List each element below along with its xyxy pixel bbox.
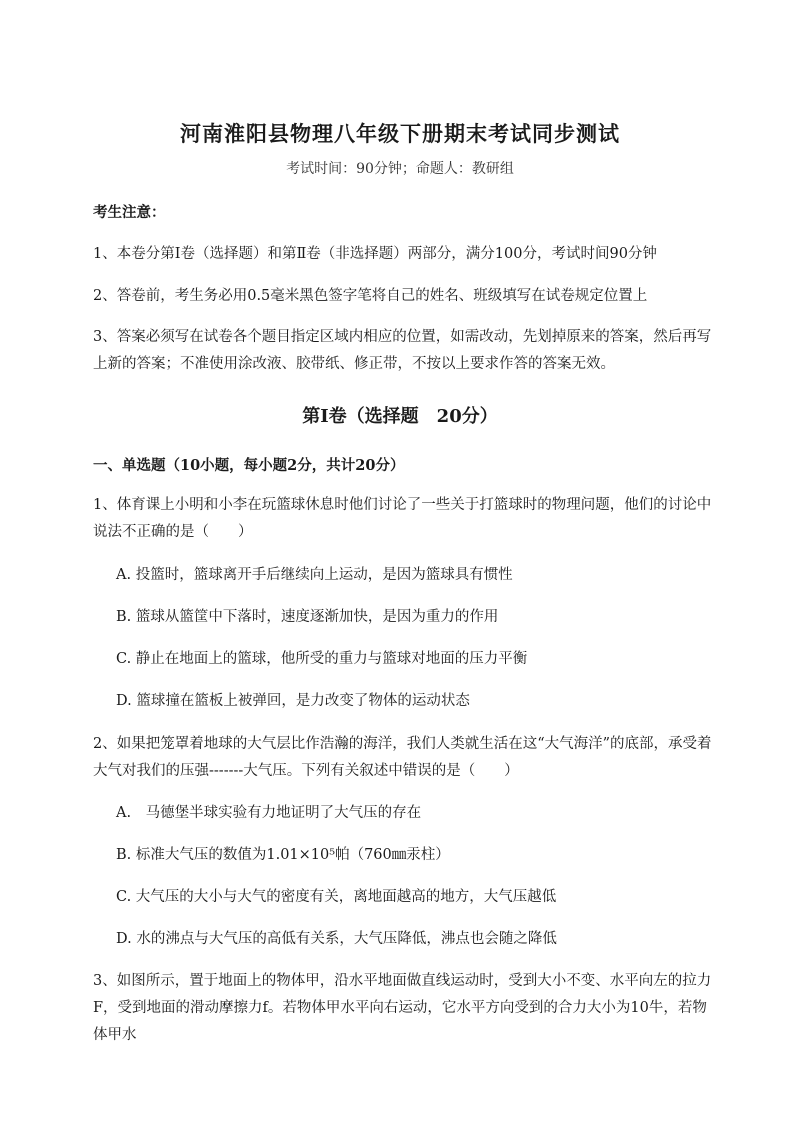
question-option: D. 水的沸点与大气压的高低有关系，大气压降低，沸点也会随之降低 bbox=[116, 931, 557, 947]
question-option: C. 静止在地面上的篮球，他所受的重力与篮球对地面的压力平衡 bbox=[116, 651, 528, 667]
question-option: B. 篮球从篮筐中下落时，速度逐渐加快，是因为重力的作用 bbox=[116, 609, 499, 625]
part-title: 第I卷（选择题 20分） bbox=[302, 406, 498, 427]
question-stem: 3、如图所示，置于地面上的物体甲，沿水平地面做直线运动时，受到大小不变、水平向左的拉力F，受到地面的滑动摩擦力f。若物体甲水平向右运动，它水平方向受到的合力大小为10牛，若物体甲水 bbox=[93, 973, 712, 1043]
exam-subtitle: 考试时间：90分钟；命题人：教研组 bbox=[286, 161, 514, 177]
section-heading: 一、单选题（10小题，每小题2分，共计20分） bbox=[93, 457, 405, 474]
question-option: D. 篮球撞在篮板上被弹回，是力改变了物体的运动状态 bbox=[116, 693, 470, 709]
question-stem: 1、体育课上小明和小李在玩篮球休息时他们讨论了一些关于打篮球时的物理问题，他们的讨论中说法不正确的是（ ） bbox=[93, 497, 712, 540]
notice-item: 3、答案必须写在试卷各个题目指定区域内相应的位置，如需改动，先划掉原来的答案，然后再写上新的答案；不准使用涂改液、胶带纸、修正带，不按以上要求作答的答案无效。 bbox=[93, 329, 712, 372]
notice-item: 1、本卷分第I卷（选择题）和第Ⅱ卷（非选择题）两部分，满分100分，考试时间90分钟 bbox=[93, 246, 657, 262]
question-stem: 2、如果把笼罩着地球的大气层比作浩瀚的海洋，我们人类就生活在这“大气海洋”的底部，承受着大气对我们的压强-------大气压。下列有关叙述中错误的是（ ） bbox=[93, 736, 712, 779]
question-option: B. 标准大气压的数值为1.01×10⁵帕（760㎜汞柱） bbox=[116, 847, 450, 863]
notice-heading: 考生注意： bbox=[93, 204, 166, 221]
question-option: C. 大气压的大小与大气的密度有关，离地面越高的地方，大气压越低 bbox=[116, 889, 557, 905]
question-option: A. 马德堡半球实验有力地证明了大气压的存在 bbox=[116, 805, 422, 821]
question-option: A. 投篮时，篮球离开手后继续向上运动，是因为篮球具有惯性 bbox=[116, 567, 513, 583]
notice-item: 2、答卷前，考生务必用0.5毫米黑色签字笔将自己的姓名、班级填写在试卷规定位置上 bbox=[93, 288, 648, 304]
exam-title: 河南淮阳县物理八年级下册期末考试同步测试 bbox=[180, 121, 620, 146]
